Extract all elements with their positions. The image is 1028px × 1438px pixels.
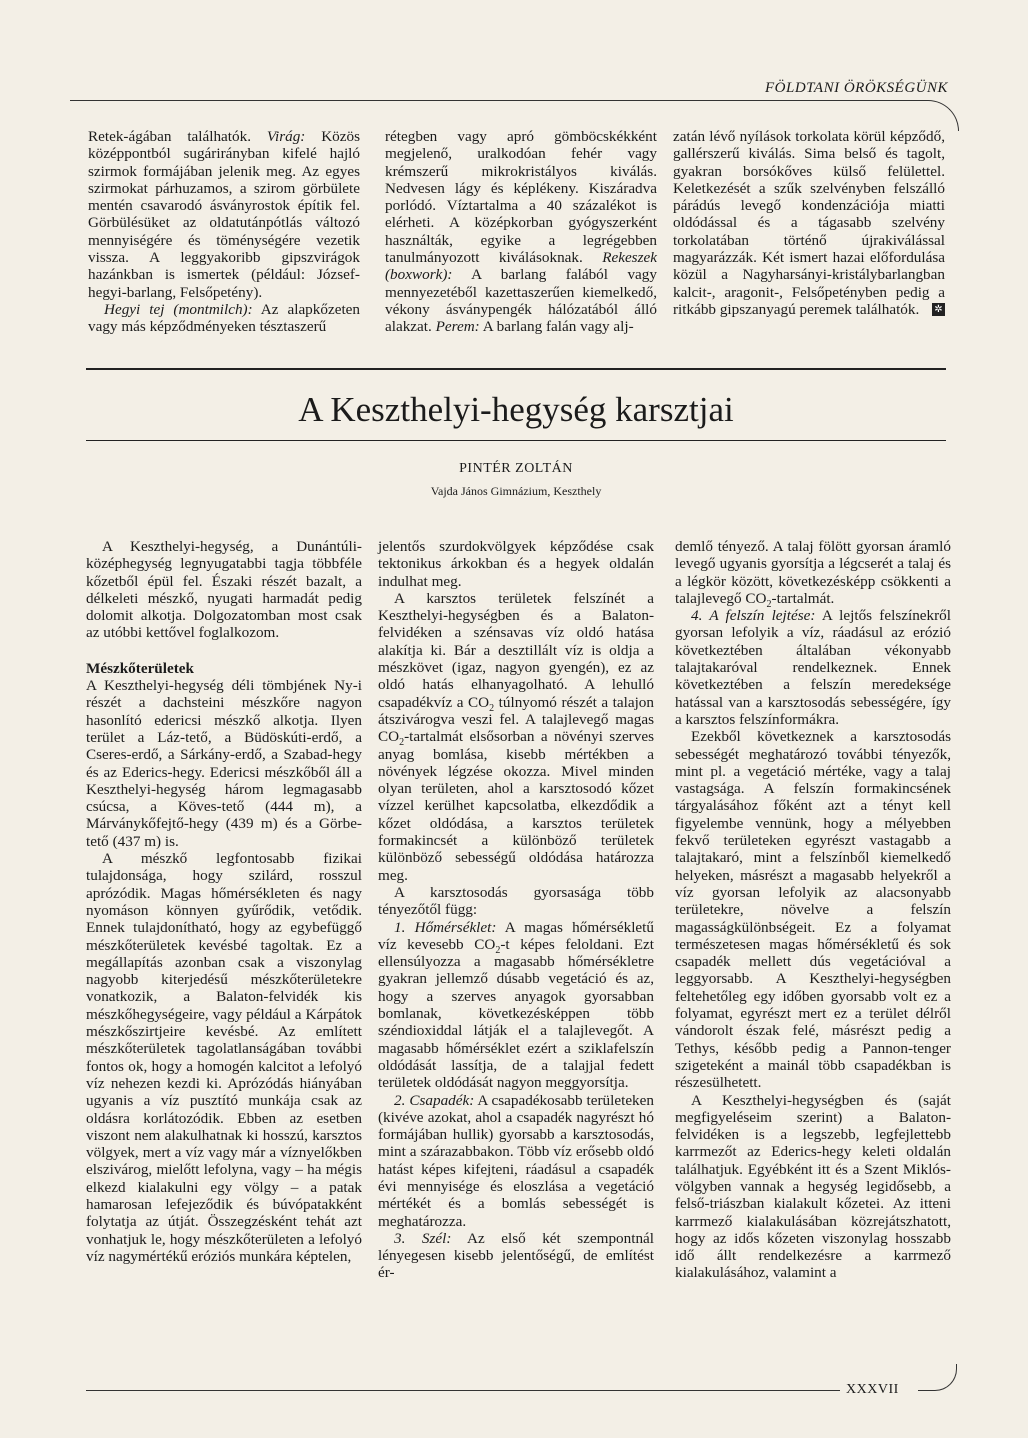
prev-paragraph: Hegyi tej (montmilch): Az alapkőzeten vagy más képződményeken tésztaszerű (88, 300, 360, 336)
prev-article-col-1 (88, 128, 360, 336)
running-title: FÖLDTANI ÖRÖKSÉGÜNK (765, 80, 948, 96)
end-of-article-mark-icon: ✲ (932, 303, 945, 316)
author-affiliation: Vajda János Gimnázium, Keszthely (430, 484, 602, 498)
paragraph: 1. Hőmérséklet: A magas hőmérsékletű víz kevesebb $CO_2-t$ képes feloldani. Ezt ellensúlyozza a magasabb hőmérsékletre gyakran jellemző dúsabb vegetáció és az, hogy a szerves anyagok gyorsabban bomlanak, következésképpen több széndioxiddal látják el a talajlevegőt. A magasabb hőmérséklet ezért a sziklafelszín oldódását lassítja, de a talajjal fedett területek oldódását nagyon meggyorsítja. (378, 918, 654, 1092)
paragraph: A Keszthelyi-hegység, a Dunántúli-középhegység legnyugatabbi tagja többféle kőzetből épül fel. Északi részét bazalt, a délkeleti mészkő, nyugati harmadát pedig dolomit alkotja. Dolgozatomban most csak az utóbbi kettővel foglalkozom. (86, 538, 362, 642)
article-col-1 (86, 538, 362, 1265)
paragraph: 4. A felszín lejtése: A lejtős felszínekről gyorsan lefolyik a víz, ráadásul az erózió következtében általában vékonyabb talajtakaróval rendelkeznek. Ennek következtében a felszín meredeksége hatással van a karsztosodás sebességére, így a karsztos felszínformákra. (675, 607, 951, 728)
paragraph: Ezekből következnek a karsztosodás sebességét meghatározó további tényezők, mint pl. a vegetáció mértéke, vagy a talaj vastagsága. A felszín formakincsének tárgyalásához főként azt a tényt kell figyelembe vennünk, hogy a mélyebben fekvő területeken egyrészt vastagabb a talajtakaró, mint a felszínből kiemelkedő helyeken, másrészt a magasabb helyekről a víz gyorsan lefolyik az alacsonyabb területekre, növelve a felszín magasságkülönbségeit. Ez a folyamat természetesen magas hőmérsékletű és sok csapadék mellett dús vegetációval a leggyorsabb. A Keszthelyi-hegységben feltehetőleg egy időben gyorsabb volt ez a folyamat, egyrészt mert ez a terület délről vándorolt észak felé, másrészt pedig a Tethys, később pedig a Pannon-tenger szigeteként a mainál több csapadékban is részesülhetett. (675, 728, 951, 1092)
paragraph: jelentős szurdokvölgyek képződése csak tektonikus árkokban és a hegyek oldalán indulhat meg. (378, 538, 654, 590)
article-col-2 (378, 538, 654, 1282)
paragraph: 3. Szél: Az első két szempontnál lényegesen kisebb jelentőségű, de említést ér- (378, 1229, 654, 1282)
page-footer (86, 1382, 962, 1398)
title-rule-bottom (86, 440, 946, 441)
article-col-3 (675, 538, 951, 1282)
paragraph: A Keszthelyi-hegység déli tömbjének Ny-i részét a dachsteini mészkőre nagyon hasonlító edericsi mészkő alkotja. Ilyen terület a Láz-tető, a Büdöskúti-erdő, a Cseres-erdő, a Sárkány-erdő, a Szabad-hegy és az Ederics-hegy. Edericsi mészkőből áll a Keszthelyi-hegység három legmagasabb csúcsa, a Köves-tető (444 m), a Márványkőfejtő-hegy (439 m) és a Görbe-tető (437 m) is. (86, 677, 362, 850)
paragraph: A Keszthelyi-hegységben és (saját megfigyeléseim szerint) a Balaton-felvidéken is a legszebb, legfejlettebb karrmezőt az Ederics-hegy keleti oldalán találhatjuk. Egyébként itt és a Szent Miklós-völgyben vannak a hegység legidősebb, a felső-triászban kialakult kőzetei. Az itteni karrmező kialakulásában közrejátszhatott, hogy az idős kőzeten viszonylag hosszabb idő állt rendelkezésre a karrmező kialakulásához, valamint a (675, 1091, 951, 1282)
paragraph: A mészkő legfontosabb fizikai tulajdonsága, hogy szilárd, rosszul aprózódik. Magas hőmérsékleten és nagy nyomáson könnyen gyűrődik, vetődik. Ennek tulajdonítható, hogy az egybefüggő mészkőterületek kevésbé tagoltak. Ez a megállapítás azonban csak a viszonylag nagyobb kiterjedésű mészkőterületekre vonatkozik, a Balaton-felvidék kis mészkőhegységeire, vagy például a Kárpátok mészkőszirtjeire kevésbé. Az említett mészkőterületek tagolatlanságában további fontos ok, hogy a homogén kalcitot a lefolyó víz nehezen kezdi ki. Aprózódás hiányában ugyanis a víz pusztító munkája csak az oldásra korlátozódik. Ebben az esetben viszont nem alakulhatnak ki hosszú, karsztos völgyek, mert a víz vagy már a víznyelőkben elszivárog, mielőtt lefolyna, vagy – ha mégis elkezd kialakulni egy völgy – a patak hamarosan lefejeződik és búvópatakként folytatja az útját. Összegzésként tehát azt vonhatjuk le, hogy mészkőterületen a lefolyó víz nagymértékű eróziós munkára képtelen, (86, 850, 362, 1265)
paragraph: A karsztos területek felszínét a Keszthelyi-hegységben és a Balaton-felvidéken a szénsavas víz oldó hatása alakítja ki. Bár a desztillált víz is oldja a mészkövet (igaz, nagyon gyengén), ez az oldó hatás elhanyagolható. A lehulló csapadékvíz a $CO_2$ túlnyomó részét a talajon átszivárogva veszi fel. A talajlevegő magas $CO_2$-tartalmát elsősorban a növényi szerves anyag bomlása, kisebb mértékben a növények légzése okozza. Mivel minden olyan területen, ahol a karsztosodó kőzet vízzel kerülhet kapcsolatba, elkezdődik a kőzet oldódása, a karsztos területek formakincsét a különböző területek különböző sebességű oldódása határozza meg. (378, 589, 654, 884)
section-heading: Mészkőterületek (86, 659, 194, 677)
prev-paragraph: zatán lévő nyílások torkolata körül képződő, gallérszerű kiválás. Sima belső és tagolt, gyakran borsókőves külső felülettel. Keletkezését a szűk szelvényben felszálló párádús levegő kondenzációja miatti oldódással és a tágasabb szelvény torkolatában történő újrakiválással magyarázzák. Két ismert hazai előfordulása közül a Nagyharsányi-kristálybarlangban kalcit-, aragonit-, Felsőpetényben pedig a ritkább gipszanyagú peremek találhatók. ✲ (673, 128, 945, 318)
paragraph: 2. Csapadék: A csapadékosabb területeken (kivéve azokat, ahol a csapadék nagyrészt hó formájában hullik) gyorsabb a karsztosodás, mint a szárazabbakon. Több víz erősebb oldó hatást képes kifejteni, ráadásul a csapadék évi mennyisége és eloszlása a vegetáció mértékét és a bomlás sebességét is meghatározza. (378, 1091, 654, 1230)
prev-article-col-3 (673, 128, 945, 318)
page-frame (70, 100, 959, 131)
paragraph: A karsztosodás gyorsasága több tényezőtől függ: (378, 883, 654, 919)
footer-rule (86, 1390, 840, 1391)
article-author: PINTÉR ZOLTÁN (459, 461, 573, 476)
prev-paragraph: Retek-ágában találhatók. Virág: Közös középpontból sugárirányban kifelé hajló szirmok formájában jelenik meg. Az egyes szirmokat párhuzamos, a szirom görbülete mentén csavarodó ásványrostok építik fel. Görbülésüket az oldatutánpótlás változó mennyiségére és töménységére vezetik vissza. A leggyakoribb gipszvirágok hazánkban is ismertek (például: József-hegyi-barlang, Felsőpetény). (88, 128, 360, 301)
title-rule-top (86, 368, 946, 370)
prev-article-col-2 (385, 128, 657, 336)
article-title: A Keszthelyi-hegység karsztjai (298, 390, 734, 429)
prev-paragraph: rétegben vagy apró gömböcskékként megjelenő, uralkodóan fehér vagy krémszerű mikrokristályos kiválás. Nedvesen lágy és képlékeny. Kiszáradva porlódó. Víztartalma a 40 százalékot is elérheti. A középkorban gyógyszerként használták, egyike a legrégebben tanulmányozott kiválásoknak. Rekeszek (boxwork): A barlang falából vagy mennyezetéből kazettaszerűen kiemelkedő, vékony ásványpengék hálózatából álló alakzat. Perem: A barlang falán vagy alj- (385, 128, 657, 336)
footer-frame-corner (918, 1364, 957, 1391)
page-number: XXXVII (846, 1382, 899, 1397)
paragraph: demlő tényező. A talaj fölött gyorsan áramló levegő ugyanis gyorsítja a légcserét a talaj és a légkör között, következésképp csökkenti a talajlevegő $CO_2$-tartalmát. (675, 538, 951, 610)
